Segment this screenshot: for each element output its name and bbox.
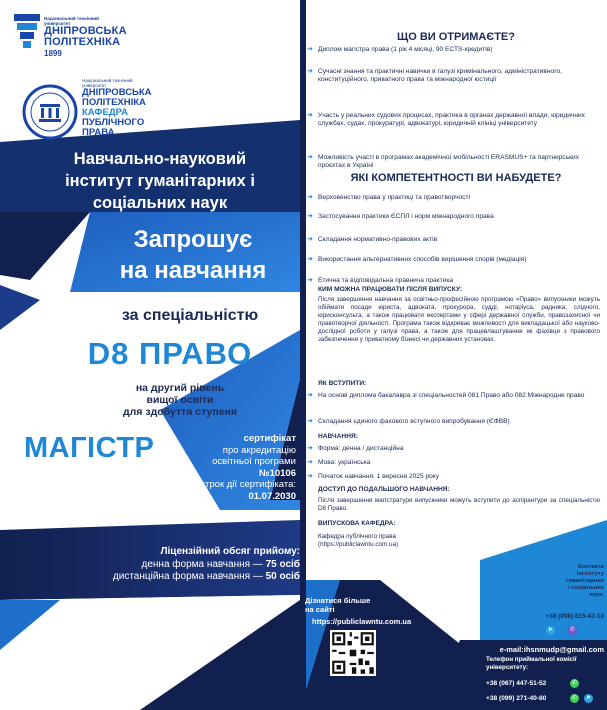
qr-code-icon[interactable] <box>330 630 376 676</box>
certificate-info: сертифікат про акредитацію освітньої програми №10106 строк дії сертифіката: 01.07.2030 <box>200 433 296 502</box>
invite-heading: Запрошує на навчання <box>119 226 267 284</box>
further-text: Після завершення магістратури випускники можуть вступити до аспірантури за спеціальністю D8 Право. <box>318 497 600 512</box>
whatsapp-icon[interactable]: ✆ <box>571 680 578 686</box>
institute-title: Навчально-науковий інститут гуманітарних і соціальних наук <box>65 150 255 212</box>
study-item: ➔ Мова: українська <box>318 459 600 467</box>
viber-icon[interactable]: ✆ <box>569 627 576 633</box>
study-item: ➔ Початок навчання: 1 вересня 2025 року <box>318 473 600 481</box>
competence-item: ➔ Використання альтернативних способів вирішення спорів (медіація) <box>318 256 600 264</box>
specialty-name: D8 ПРАВО <box>87 336 253 371</box>
competences-title: ЯКІ КОМПЕТЕНТНОСТІ ВИ НАБУДЕТЕ? <box>350 172 562 184</box>
dept-logo-name: ДНІПРОВСЬКА ПОЛІТЕХНІКА КАФЕДРА ПУБЛІЧНОГО ПРАВА <box>82 87 152 138</box>
website-link[interactable]: https://publiclawntu.com.ua <box>312 617 412 626</box>
competence-item: ➔ Верховенство права у практиці та правотворчості <box>318 194 600 202</box>
competence-item: ➔ Етична та відповідальна правнича практика <box>318 277 600 285</box>
admission-title: ЯК ВСТУПИТИ: <box>318 380 367 387</box>
admission-item: ➔ Складання єдиного фахового вступного випробування (ЄФВВ) <box>318 418 600 426</box>
contacts-heading: Контакти Інституту гуманітарних і соціальних наук: <box>565 564 604 598</box>
careers-text: Після завершення навчання за освітньо-професійною програмою «Право» випускники можуть обіймати посади юриста, адвоката, прокурора, судді, нотаріуса, радника, слідчого, юрисконсульта, а також працювати експертами у сфері державної служби, правозахисної чи правотворчої діяльності. Програма також відкриває можливості для викладацької або науково-дослідної роботи у галузі права, а також для працевлаштування як фахівця з правового забезпечення у приватному бізнесі чи державних установах. <box>318 296 600 343</box>
university-logo-icon <box>14 14 40 50</box>
careers-title: КИМ МОЖНА ПРАЦЮВАТИ ПІСЛЯ ВИПУСКУ: <box>318 286 463 293</box>
whatsapp-icon[interactable]: ✆ <box>571 695 578 701</box>
what-you-get-title: ЩО ВИ ОТРИМАЄТЕ? <box>397 31 515 43</box>
competence-item: ➔ Застосування практики ЄСПЛ і норм міжнародного права <box>318 213 600 221</box>
study-title: НАВЧАННЯ: <box>318 433 358 440</box>
telegram-icon[interactable]: ➤ <box>585 695 592 701</box>
contact-email[interactable]: e-mail:ihsnmudp@gmail.com <box>499 645 604 654</box>
admission-item: ➔ На основі диплома бакалавра зі спеціальностей 081 Право або 082 Міжнародне право <box>318 392 600 400</box>
graduating-dept-title: ВИПУСКОВА КАФЕДРА: <box>318 520 396 527</box>
admissions-phone[interactable]: +38 (099) 271-40-80 <box>486 695 547 702</box>
logo-name: ДНІПРОВСЬКА ПОЛІТЕХНІКА <box>44 25 127 48</box>
learn-more-label: Дізнатися більше на сайті <box>305 596 371 614</box>
logo-subtitle: Національний технічний університет <box>44 16 99 26</box>
degree-title: МАГІСТР <box>24 432 155 464</box>
further-title: ДОСТУП ДО ПОДАЛЬШОГО НАВЧАННЯ: <box>318 486 450 493</box>
benefit-item: ➔ Диплом магістра права (1 рік 4 місяці, 90 ЕСТS-кредитів) <box>318 46 600 54</box>
specialty-lead: за спеціальністю <box>121 307 259 324</box>
department-seal-icon <box>22 84 78 140</box>
benefit-item: ➔ Можливість участі в програмах академічної мобільності ERASMUS+ та партнерських проєктах в Україні <box>318 154 600 170</box>
institute-phone[interactable]: +38 (098) 815-43-10 <box>545 613 604 620</box>
logo-year: 1899 <box>44 49 62 58</box>
benefit-item: ➔ Участь у реальних судових процесах, практика в органах державної влади, юридичних службах, судах, прокуратурі, адвокатурі, юридичній клініці університету <box>318 112 600 128</box>
telegram-icon[interactable]: ➤ <box>547 627 554 633</box>
license-info: Ліцензійний обсяг прийому: денна форма навчання — 75 осіб дистанційна форма навчання — 50 осіб <box>112 546 300 582</box>
competence-item: ➔ Складання нормативно-правових актів <box>318 236 600 244</box>
benefit-item: ➔ Сучасні знання та практичні навички в галузі кримінального, адміністративного, конституційного, приватного права та міжнародної юстиції <box>318 68 600 84</box>
study-item: ➔ Форма: денна / дистанційна <box>318 445 600 453</box>
dept-logo-subtitle: Національний технічний університет <box>82 78 133 88</box>
admissions-label: Телефон приймальної комісії університету: <box>486 656 577 671</box>
graduating-dept-text: Кафедра публічного права (https://publiclawntu.com.ua) <box>318 533 399 548</box>
admissions-phone[interactable]: +38 (067) 447-51-52 <box>486 680 547 687</box>
education-level: на другий рівень вищої освіти для здобуття ступеня <box>122 382 238 418</box>
